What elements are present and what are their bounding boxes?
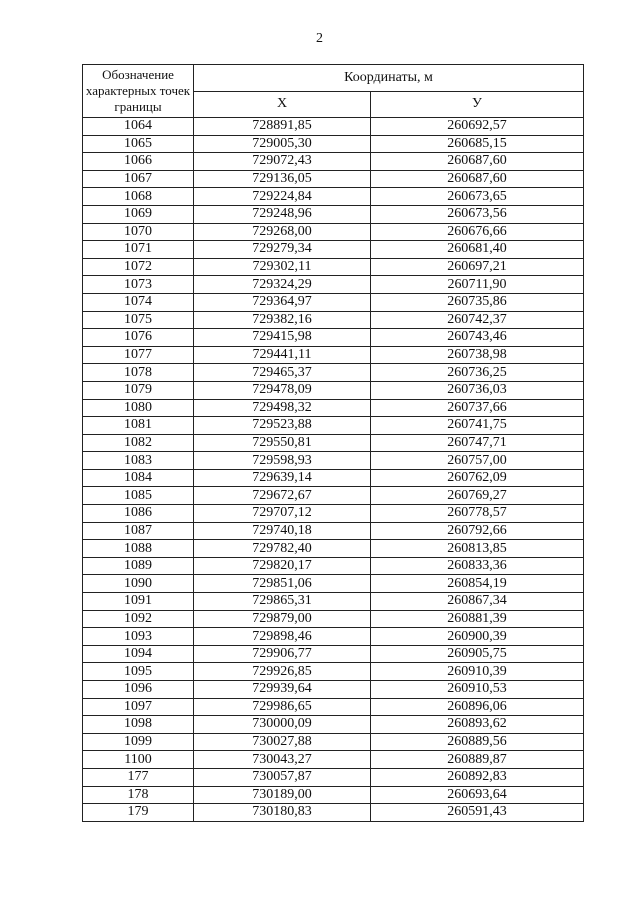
cell-point: 1073 bbox=[83, 276, 194, 294]
cell-y: 260910,53 bbox=[371, 681, 584, 699]
cell-y: 260757,00 bbox=[371, 452, 584, 470]
table-row bbox=[83, 487, 584, 505]
cell-point: 1074 bbox=[83, 293, 194, 311]
cell-point: 1087 bbox=[83, 522, 194, 540]
cell-x: 730027,88 bbox=[194, 733, 371, 751]
cell-y: 260769,27 bbox=[371, 487, 584, 505]
table-row bbox=[83, 434, 584, 452]
cell-point: 1089 bbox=[83, 557, 194, 575]
table-row bbox=[83, 452, 584, 470]
cell-x: 729224,84 bbox=[194, 188, 371, 206]
cell-y: 260673,65 bbox=[371, 188, 584, 206]
cell-point: 1064 bbox=[83, 118, 194, 136]
table-row bbox=[83, 135, 584, 153]
cell-y: 260881,39 bbox=[371, 610, 584, 628]
cell-point: 1100 bbox=[83, 751, 194, 769]
cell-x: 728891,85 bbox=[194, 118, 371, 136]
cell-x: 729302,11 bbox=[194, 258, 371, 276]
table-row bbox=[83, 751, 584, 769]
cell-point: 1075 bbox=[83, 311, 194, 329]
table-row bbox=[83, 540, 584, 558]
cell-x: 729072,43 bbox=[194, 153, 371, 171]
cell-y: 260813,85 bbox=[371, 540, 584, 558]
table-row bbox=[83, 118, 584, 136]
cell-y: 260591,43 bbox=[371, 804, 584, 822]
cell-y: 260747,71 bbox=[371, 434, 584, 452]
table-row bbox=[83, 205, 584, 223]
cell-x: 729782,40 bbox=[194, 540, 371, 558]
cell-y: 260736,25 bbox=[371, 364, 584, 382]
cell-point: 1096 bbox=[83, 681, 194, 699]
cell-point: 1091 bbox=[83, 593, 194, 611]
cell-point: 1080 bbox=[83, 399, 194, 417]
cell-point: 1068 bbox=[83, 188, 194, 206]
cell-x: 730057,87 bbox=[194, 768, 371, 786]
cell-point: 1081 bbox=[83, 417, 194, 435]
cell-y: 260854,19 bbox=[371, 575, 584, 593]
cell-x: 729523,88 bbox=[194, 417, 371, 435]
cell-x: 729639,14 bbox=[194, 469, 371, 487]
cell-x: 729136,05 bbox=[194, 170, 371, 188]
cell-y: 260742,37 bbox=[371, 311, 584, 329]
cell-y: 260867,34 bbox=[371, 593, 584, 611]
cell-y: 260910,39 bbox=[371, 663, 584, 681]
page-number: 2 bbox=[316, 31, 323, 46]
cell-y: 260892,83 bbox=[371, 768, 584, 786]
cell-y: 260711,90 bbox=[371, 276, 584, 294]
cell-x: 729465,37 bbox=[194, 364, 371, 382]
cell-point: 1097 bbox=[83, 698, 194, 716]
table-row bbox=[83, 258, 584, 276]
table-row bbox=[83, 645, 584, 663]
cell-x: 729820,17 bbox=[194, 557, 371, 575]
table-row bbox=[83, 557, 584, 575]
table-row bbox=[83, 311, 584, 329]
cell-y: 260685,15 bbox=[371, 135, 584, 153]
cell-y: 260693,64 bbox=[371, 786, 584, 804]
table-row bbox=[83, 610, 584, 628]
table-row bbox=[83, 276, 584, 294]
cell-point: 178 bbox=[83, 786, 194, 804]
table-row bbox=[83, 522, 584, 540]
cell-point: 1082 bbox=[83, 434, 194, 452]
table-row bbox=[83, 329, 584, 347]
cell-point: 1065 bbox=[83, 135, 194, 153]
cell-point: 1098 bbox=[83, 716, 194, 734]
table-row bbox=[83, 804, 584, 822]
cell-x: 729248,96 bbox=[194, 205, 371, 223]
cell-x: 729478,09 bbox=[194, 381, 371, 399]
cell-y: 260681,40 bbox=[371, 241, 584, 259]
cell-x: 729707,12 bbox=[194, 505, 371, 523]
cell-point: 1077 bbox=[83, 346, 194, 364]
cell-y: 260676,66 bbox=[371, 223, 584, 241]
cell-y: 260735,86 bbox=[371, 293, 584, 311]
cell-x: 729879,00 bbox=[194, 610, 371, 628]
cell-x: 729740,18 bbox=[194, 522, 371, 540]
header-coordinates: Координаты, м bbox=[194, 65, 584, 92]
cell-x: 729598,93 bbox=[194, 452, 371, 470]
cell-point: 1066 bbox=[83, 153, 194, 171]
cell-x: 729906,77 bbox=[194, 645, 371, 663]
cell-point: 1094 bbox=[83, 645, 194, 663]
header-point-designation: Обозначение характерных точек границы bbox=[83, 65, 194, 118]
cell-x: 729865,31 bbox=[194, 593, 371, 611]
cell-y: 260889,56 bbox=[371, 733, 584, 751]
cell-point: 1085 bbox=[83, 487, 194, 505]
table-row bbox=[83, 223, 584, 241]
cell-x: 729441,11 bbox=[194, 346, 371, 364]
table-row bbox=[83, 628, 584, 646]
cell-y: 260737,66 bbox=[371, 399, 584, 417]
cell-y: 260687,60 bbox=[371, 153, 584, 171]
cell-point: 179 bbox=[83, 804, 194, 822]
table-row bbox=[83, 188, 584, 206]
table-row bbox=[83, 663, 584, 681]
table-row bbox=[83, 698, 584, 716]
table-row bbox=[83, 768, 584, 786]
cell-x: 729926,85 bbox=[194, 663, 371, 681]
cell-point: 1083 bbox=[83, 452, 194, 470]
table-row bbox=[83, 716, 584, 734]
table-row bbox=[83, 293, 584, 311]
cell-point: 1076 bbox=[83, 329, 194, 347]
cell-x: 729268,00 bbox=[194, 223, 371, 241]
cell-y: 260743,46 bbox=[371, 329, 584, 347]
cell-point: 1093 bbox=[83, 628, 194, 646]
cell-y: 260833,36 bbox=[371, 557, 584, 575]
cell-y: 260692,57 bbox=[371, 118, 584, 136]
cell-x: 729279,34 bbox=[194, 241, 371, 259]
table-row bbox=[83, 505, 584, 523]
cell-point: 1070 bbox=[83, 223, 194, 241]
cell-point: 1088 bbox=[83, 540, 194, 558]
cell-point: 1084 bbox=[83, 469, 194, 487]
cell-x: 729550,81 bbox=[194, 434, 371, 452]
cell-point: 1078 bbox=[83, 364, 194, 382]
table-row bbox=[83, 364, 584, 382]
cell-x: 729851,06 bbox=[194, 575, 371, 593]
cell-x: 729324,29 bbox=[194, 276, 371, 294]
cell-y: 260900,39 bbox=[371, 628, 584, 646]
header-x: X bbox=[194, 91, 371, 118]
cell-x: 729898,46 bbox=[194, 628, 371, 646]
cell-x: 730189,00 bbox=[194, 786, 371, 804]
cell-point: 1067 bbox=[83, 170, 194, 188]
cell-y: 260893,62 bbox=[371, 716, 584, 734]
cell-y: 260896,06 bbox=[371, 698, 584, 716]
cell-point: 1072 bbox=[83, 258, 194, 276]
table-row bbox=[83, 733, 584, 751]
coordinates-table bbox=[82, 64, 584, 822]
table-row bbox=[83, 241, 584, 259]
cell-y: 260741,75 bbox=[371, 417, 584, 435]
cell-point: 1071 bbox=[83, 241, 194, 259]
cell-x: 730000,09 bbox=[194, 716, 371, 734]
table-row bbox=[83, 469, 584, 487]
cell-x: 729498,32 bbox=[194, 399, 371, 417]
cell-point: 1099 bbox=[83, 733, 194, 751]
cell-y: 260762,09 bbox=[371, 469, 584, 487]
cell-y: 260738,98 bbox=[371, 346, 584, 364]
table-row bbox=[83, 399, 584, 417]
cell-y: 260792,66 bbox=[371, 522, 584, 540]
cell-point: 1086 bbox=[83, 505, 194, 523]
cell-y: 260889,87 bbox=[371, 751, 584, 769]
cell-point: 1069 bbox=[83, 205, 194, 223]
cell-y: 260736,03 bbox=[371, 381, 584, 399]
table-row bbox=[83, 170, 584, 188]
cell-y: 260905,75 bbox=[371, 645, 584, 663]
cell-x: 729005,30 bbox=[194, 135, 371, 153]
table-row bbox=[83, 575, 584, 593]
cell-x: 729382,16 bbox=[194, 311, 371, 329]
cell-y: 260697,21 bbox=[371, 258, 584, 276]
cell-y: 260673,56 bbox=[371, 205, 584, 223]
cell-y: 260687,60 bbox=[371, 170, 584, 188]
cell-point: 1095 bbox=[83, 663, 194, 681]
cell-x: 729672,67 bbox=[194, 487, 371, 505]
table-body bbox=[83, 118, 584, 822]
cell-x: 729986,65 bbox=[194, 698, 371, 716]
cell-y: 260778,57 bbox=[371, 505, 584, 523]
table-header-row bbox=[83, 65, 584, 92]
cell-x: 729364,97 bbox=[194, 293, 371, 311]
table-row bbox=[83, 786, 584, 804]
table-row bbox=[83, 346, 584, 364]
table-row bbox=[83, 381, 584, 399]
table-row bbox=[83, 417, 584, 435]
cell-x: 730180,83 bbox=[194, 804, 371, 822]
cell-x: 729415,98 bbox=[194, 329, 371, 347]
cell-x: 729939,64 bbox=[194, 681, 371, 699]
table-row bbox=[83, 593, 584, 611]
header-y: У bbox=[371, 91, 584, 118]
cell-point: 1079 bbox=[83, 381, 194, 399]
table-row bbox=[83, 681, 584, 699]
table-row bbox=[83, 153, 584, 171]
cell-x: 730043,27 bbox=[194, 751, 371, 769]
cell-point: 1092 bbox=[83, 610, 194, 628]
cell-point: 1090 bbox=[83, 575, 194, 593]
cell-point: 177 bbox=[83, 768, 194, 786]
